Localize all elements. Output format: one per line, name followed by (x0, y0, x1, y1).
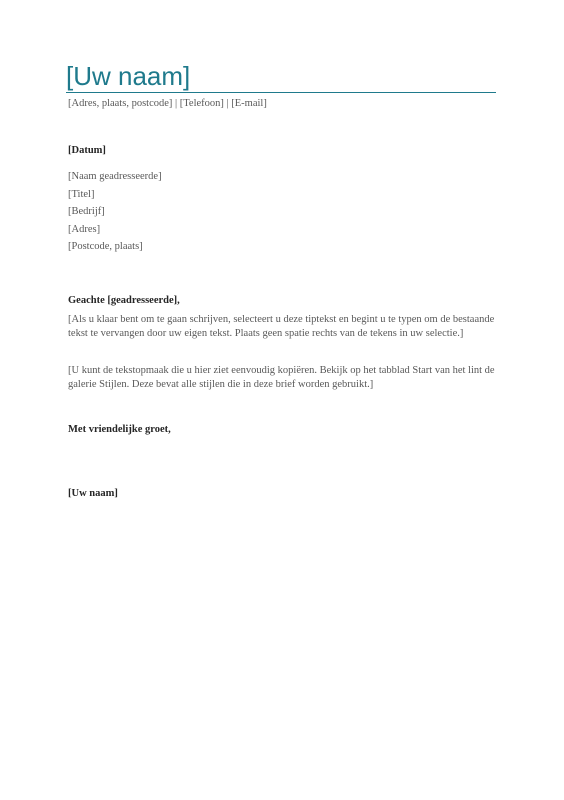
recipient-address-block (68, 168, 368, 256)
salutation[interactable]: Geachte [geadresseerde], (68, 295, 180, 306)
recipient-address[interactable]: [Adres] (68, 223, 101, 235)
header-divider (66, 92, 496, 93)
recipient-company[interactable]: [Bedrijf] (68, 206, 105, 217)
closing[interactable]: Met vriendelijke groet, (68, 424, 171, 435)
recipient-title[interactable]: [Titel] (68, 188, 95, 200)
signature-name[interactable]: [Uw naam] (68, 488, 118, 499)
letter-date[interactable]: [Datum] (68, 145, 106, 156)
body-paragraph[interactable]: [Als u klaar bent om te gaan schrijven, selecteert u deze tiptekst en begint u te typen om de bestaande tekst te vervangen door uw eigen tekst. Plaats geen spatie rechts van de tekens in uw selectie.] (68, 314, 495, 340)
contact-info[interactable]: [Adres, plaats, postcode] | [Telefoon] | [E-mail] (68, 98, 267, 109)
sender-name[interactable]: [Uw naam] (66, 61, 191, 91)
recipient-postcode-city[interactable]: [Postcode, plaats] (68, 241, 143, 252)
recipient-name[interactable]: [Naam geadresseerde] (68, 171, 162, 182)
body-paragraph[interactable]: [U kunt de tekstopmaak die u hier ziet eenvoudig kopiëren. Bekijk op het tabblad Start van het lint de galerie Stijlen. Deze bevat alle stijlen die in deze brief worden gebruikt.] (68, 365, 495, 391)
